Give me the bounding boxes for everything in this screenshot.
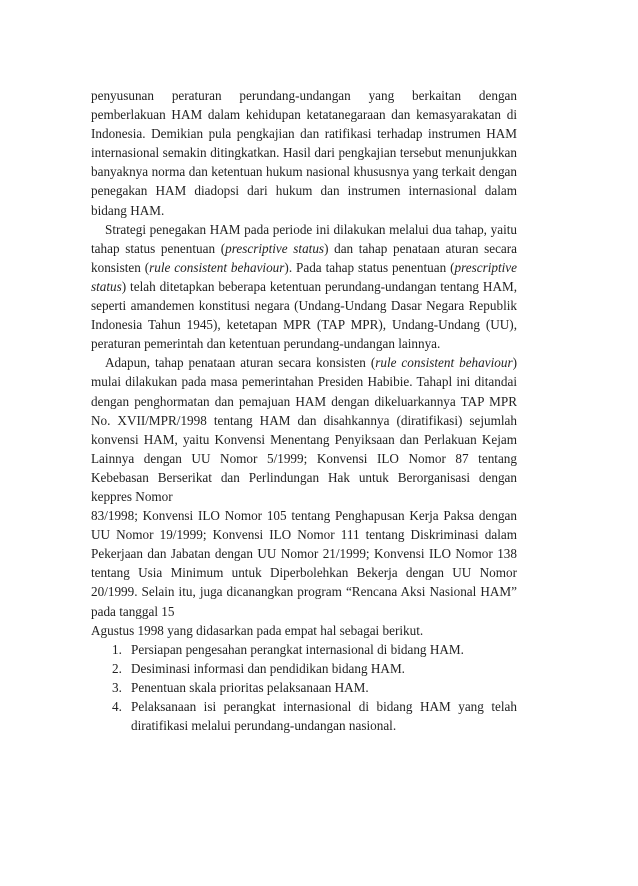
paragraph-habibie-era <box>91 353 517 506</box>
list-item-number: 3. <box>112 679 122 695</box>
paragraph-strategy-text-3: ). Pada tahap status penentuan ( <box>284 259 455 275</box>
paragraph-habibie-text-2: ) mulai dilakukan pada masa pemerintahan Presiden Habibie. Tahapl ini ditandai dengan penghormatan dan pemajuan HAM dengan dikeluarkannya TAP MPR No. XVII/MPR/1998 tentang HAM dan disahkannya (diratifikasi) sejumlah konvensi HAM, yaitu Konvensi Menentang Penyiksaan dan Perlakuan Kejam Lainnya dengan UU Nomor 5/1999; Konvensi ILO Nomor 87 tentang Kebebasan Berserikat dan Perlindungan Hak untuk Berorganisasi dengan keppres Nomor <box>91 355 517 504</box>
list-item <box>91 640 517 659</box>
paragraph-legislation: penyusunan peraturan perundang-undangan yang berkaitan dengan pemberlakuan HAM dalam kehidupan ketatanegaraan dan kemasyarakatan di Indonesia. Demikian pula pengkajian dan ratifikasi terhadap instrumen HAM internasional semakin ditingkatkan. Hasil dari pengkajian tersebut menunjukkan banyaknya norma dan ketentuan hukum nasional khususnya yang terkait dengan penegakan HAM diadopsi dari hukum dan instrumen internasional dalam bidang HAM. <box>91 88 517 218</box>
paragraph-strategy-text-4: ) telah ditetapkan beberapa ketentuan perundang-undangan tentang HAM, seperti amandemen konstitusi negara (Undang-Undang Dasar Negara Republik Indonesia Tahun 1945), ketetapan MPR (TAP MPR), Undang-Undang (UU), peraturan pemerintah dan ketentuan perundang-undangan lainnya. <box>91 278 517 352</box>
document-body <box>91 86 517 735</box>
term-rule-consistent-behaviour-2: rule consistent behaviour <box>375 355 513 371</box>
paragraph-action-plan: Agustus 1998 yang didasarkan pada empat hal sebagai berikut. <box>91 622 424 638</box>
list-item-number: 2. <box>112 660 122 676</box>
paragraph-habibie-text-1: Adapun, tahap penataan aturan secara konsisten ( <box>105 355 376 371</box>
paragraph-ilo-conventions: 83/1998; Konvensi ILO Nomor 105 tentang Penghapusan Kerja Paksa dengan UU Nomor 19/1999; Konvensi ILO Nomor 111 tentang Diskriminasi dalam Pekerjaan dan Jabatan dengan UU Nomor 21/1999; Konvensi ILO Nomor 138 tentang Usia Minimum untuk Diperbolehkan Bekerja dengan UU Nomor 20/1999. Selain itu, juga dicanangkan program “Rencana Aksi Nasional HAM” pada tanggal 15 <box>91 508 517 619</box>
action-plan-list <box>91 640 517 735</box>
term-rule-consistent-behaviour: rule consistent behaviour <box>149 259 285 275</box>
list-item <box>91 697 517 735</box>
list-item-text: Pelaksanaan isi perangkat internasional di bidang HAM yang telah diratifikasi melalui perundang-undangan nasional. <box>131 699 517 734</box>
list-item <box>91 659 517 678</box>
paragraph-strategy-text-2: ) dan tahap penataan aturan secara konsisten ( <box>91 240 518 275</box>
list-item-number: 1. <box>112 641 122 657</box>
list-item-number: 4. <box>112 699 122 714</box>
list-item-text: Penentuan skala prioritas pelaksanaan HAM. <box>131 679 369 695</box>
list-item-text: Desiminasi informasi dan pendidikan bidang HAM. <box>131 660 405 676</box>
paragraph-strategy-text-1: Strategi penegakan HAM pada periode ini dilakukan melalui dua tahap, yaitu tahap status penentuan ( <box>91 221 517 256</box>
list-item <box>91 678 517 697</box>
list-item-text: Persiapan pengesahan perangkat internasional di bidang HAM. <box>131 641 464 657</box>
term-prescriptive-status: prescriptive status <box>225 240 325 256</box>
term-prescriptive-status-2: prescriptive status <box>91 259 517 294</box>
paragraph-strategy <box>91 220 517 354</box>
